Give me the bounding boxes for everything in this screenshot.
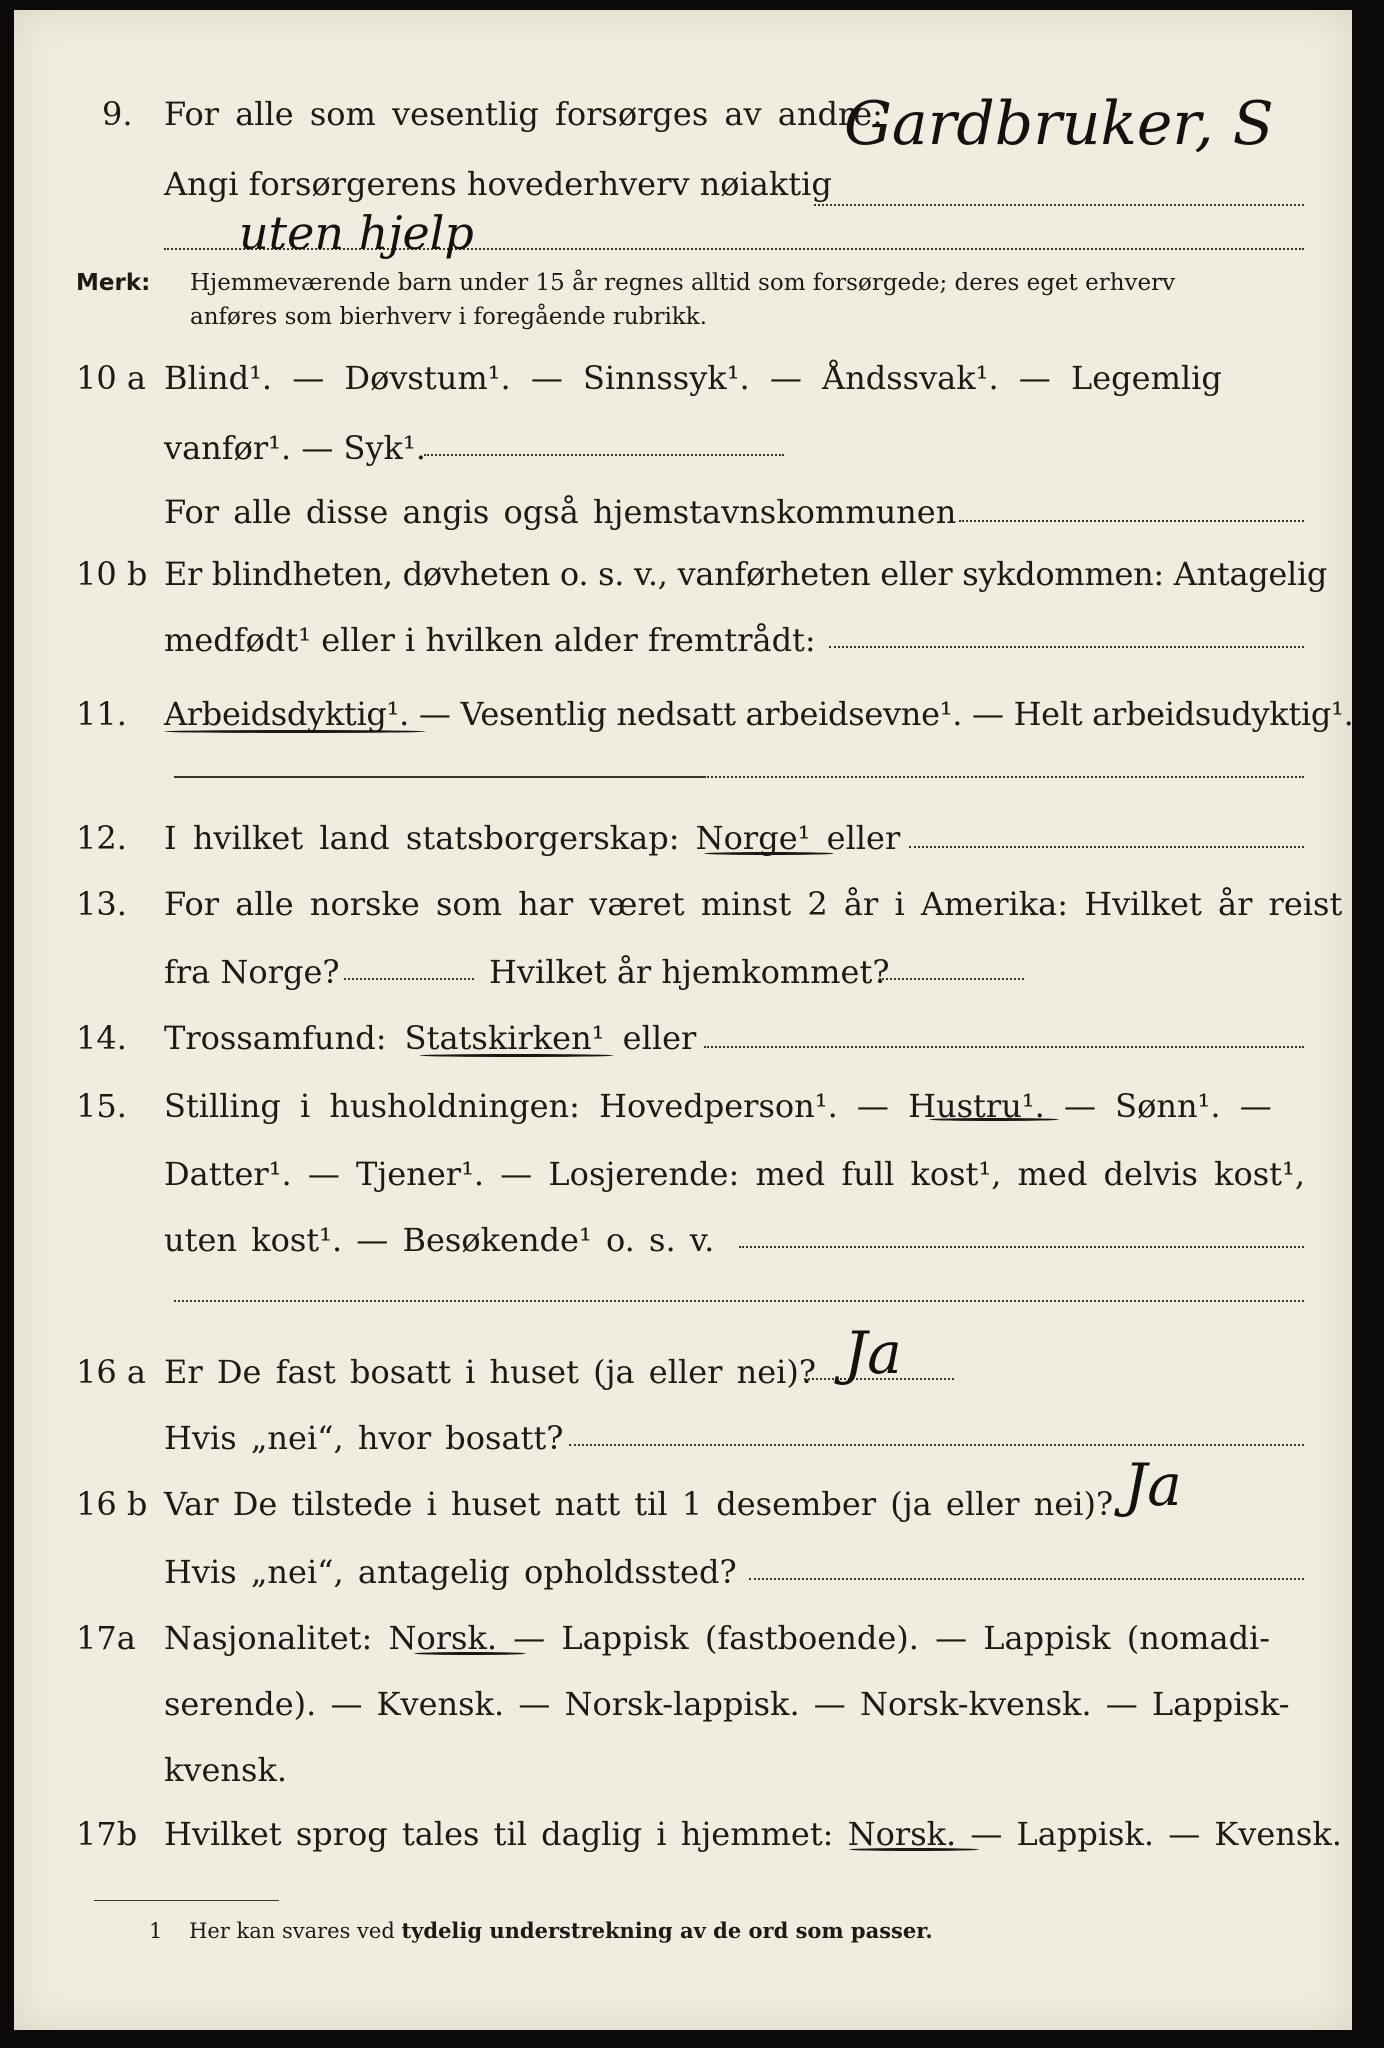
q14-underline-statskirken [419,1054,614,1057]
q11-number: 11. [76,695,127,733]
q17a-line3: kvensk. [164,1751,287,1789]
q17a-line2: serende). — Kvensk. — Norsk-lappisk. — Norsk-kvensk. — Lappisk- [164,1685,1290,1723]
q17a-underline-norsk [414,1652,526,1655]
q13-line2a: fra Norge? [164,953,340,991]
q13-line1: For alle norske som har været minst 2 år i Amerika: Hvilket år reist [164,885,1343,923]
footnote-rule [94,1900,279,1901]
q11-answer-line [704,776,1304,778]
q10a-line3: For alle disse angis også hjemstavnskommunen [164,493,957,531]
q13-number: 13. [76,885,127,923]
q17b-underline-norsk [849,1848,979,1851]
q17a-number: 17a [76,1619,136,1657]
q16a-line1: Er De fast bosatt i huset (ja eller nei)? [164,1353,817,1391]
q12-underline-norge [704,852,834,855]
q11-answer-rule [174,776,704,778]
q16b-handwritten-answer: Ja [1124,1451,1182,1519]
q13-line2b: Hvilket år hjemkommet? [489,953,890,991]
q11-line1: Arbeidsdyktig¹. — Vesentlig nedsatt arbeidsevne¹. — Helt arbeidsudyktig¹. [164,695,1354,733]
q10a-line1: Blind¹. — Døvstum¹. — Sinnssyk¹. — Åndssvak¹. — Legemlig [164,359,1222,397]
q15-number: 15. [76,1087,127,1125]
q9-line1: For alle som vesentlig forsørges av andre: [164,95,883,133]
footnote-mark: 1 [149,1919,163,1943]
q10b-number: 10 b [76,555,148,593]
q15-underline-hustru [929,1118,1059,1121]
q15-line1: Stilling i husholdningen: Hovedperson¹. — Hustru¹. — Sønn¹. — [164,1087,1272,1125]
q9-handwritten-detail: uten hjelp [239,206,474,260]
q14-answer-line [704,1046,1304,1048]
merk-label: Merk: [76,270,151,296]
footnote-text-bold: tydelig understrekning av de ord som passer. [401,1918,933,1943]
q13-answer-reist [344,978,474,980]
q15-line2: Datter¹. — Tjener¹. — Losjerende: med full kost¹, med delvis kost¹, [164,1155,1306,1193]
q16a-line2: Hvis „nei“, hvor bosatt? [164,1419,564,1457]
q13-answer-hjemkommet [879,978,1024,980]
q17a-line1: Nasjonalitet: Norsk. — Lappisk (fastboende). — Lappisk (nomadi- [164,1619,1271,1657]
q9-handwritten-occupation: Gardbruker, S [844,89,1274,159]
footnote [149,1920,933,1942]
q9-line2: Angi forsørgerens hovederhverv nøiaktig [164,165,832,203]
q9-number: 9. [102,95,133,133]
footnote-text-plain: Her kan svares ved [189,1919,395,1943]
q12-answer-line [909,846,1304,848]
q15-answer-line2 [174,1300,1304,1302]
q10b-line1: Er blindheten, døvheten o. s. v., vanførheten eller sykdommen: Antagelig [164,555,1328,593]
q9-answer-line1 [814,204,1304,206]
q16a-handwritten-answer: Ja [844,1319,902,1387]
q11-underline-arbeidsdyktig [164,730,426,733]
q10a-answer-line1 [424,454,784,456]
q14-line1: Trossamfund: Statskirken¹ eller [164,1019,697,1057]
q12-number: 12. [76,819,127,857]
q16a-number: 16 a [76,1353,146,1391]
merk-line2: anføres som bierhverv i foregående rubrikk. [190,304,707,330]
q12-line1: I hvilket land statsborgerskap: Norge¹ eller [164,819,901,857]
q16b-opholdssted-line [749,1578,1304,1580]
q15-line3: uten kost¹. — Besøkende¹ o. s. v. [164,1221,715,1259]
q10a-answer-line2 [959,520,1304,522]
census-form-page [14,10,1352,2030]
q17b-number: 17b [76,1815,138,1853]
q10b-line2: medfødt¹ eller i hvilken alder fremtrådt: [164,621,816,659]
q16b-number: 16 b [76,1485,148,1523]
q17b-line1: Hvilket sprog tales til daglig i hjemmet: Norsk. — Lappisk. — Kvensk. [164,1815,1342,1853]
q16b-line1: Var De tilstede i huset natt til 1 desember (ja eller nei)? [164,1485,1114,1523]
q16b-line2: Hvis „nei“, antagelig opholdssted? [164,1553,737,1591]
q10b-answer-line [829,646,1304,648]
merk-line1: Hjemmeværende barn under 15 år regnes alltid som forsørgede; deres eget erhverv [190,270,1176,296]
q10a-number: 10 a [76,359,146,397]
q16a-bosatt-line [569,1444,1304,1446]
q10a-line2: vanfør¹. — Syk¹. [164,429,426,467]
q15-answer-line1 [739,1246,1304,1248]
q14-number: 14. [76,1019,127,1057]
